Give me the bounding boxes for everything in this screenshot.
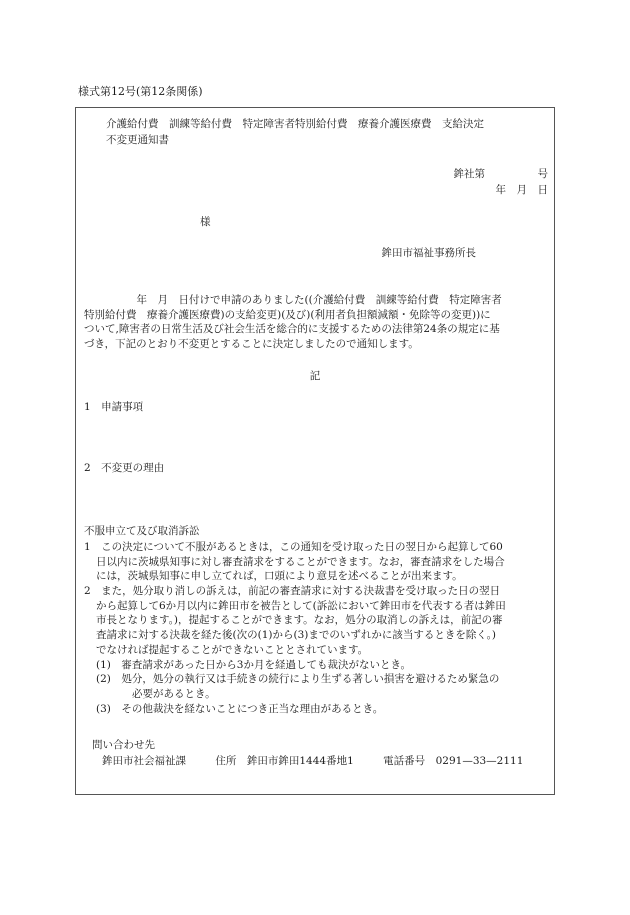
document-number: 鉾社第 号	[453, 168, 548, 180]
body-line: 年 月 日付けで申請のありました((介護給付費 訓練等給付費 特定障害者	[84, 294, 502, 306]
appeal-title: 不服申立て及び取消訴訟	[84, 525, 200, 537]
section-application-items: 1 申請事項	[84, 401, 144, 413]
recipient-suffix: 様	[200, 216, 211, 228]
contact-title: 問い合わせ先	[92, 739, 155, 751]
form-label: 様式第12号(第12条関係)	[78, 85, 203, 98]
notice-body	[84, 293, 550, 352]
appeal-p1-line: 日以内に茨城県知事に対し審査請求をすることができます。なお，審査請求をした場合	[96, 555, 505, 568]
appeal-p2-line: 2 また，処分取り消しの訴えは，前記の審査請求に対する決裁書を受け取った日の翌日	[84, 585, 501, 598]
appeal-p2-line: でなければ提起することができないこととされています。	[96, 643, 369, 656]
appeal-item: (1) 審査請求があった日から3か月を経過しても裁決がないとき。	[96, 658, 412, 671]
appeal-item: 必要があるとき。	[132, 687, 216, 700]
body-line: づき，下記のとおり不変更とすることに決定しましたので通知します。	[84, 338, 419, 351]
document-title-line2: 不変更通知書	[106, 134, 169, 146]
body-line: 特別給付費 療養介護医療費)の支給変更)(及び)(利用者負担額減額・免除等の変更))に	[84, 308, 491, 321]
appeal-p1-line: には，茨城県知事に申し立てれば，口頭により意見を述べることが出来ます。	[96, 570, 463, 583]
contact-department: 鉾田市社会福祉課	[102, 755, 186, 767]
section-reason: 2 不変更の理由	[84, 462, 165, 474]
body-line: ついて,障害者の日常生活及び社会生活を総合的に支援するための法律第24条の規定に基	[84, 323, 500, 336]
notice-frame	[75, 107, 555, 795]
issuer-name: 鉾田市福祉事務所長	[381, 247, 476, 259]
appeal-p2-line: 市長となります。)，提起することができます。なお，処分の取消しの訴えは，前記の審	[96, 614, 503, 627]
document-title-line1: 介護給付費 訓練等給付費 特定障害者特別給付費 療養介護医療費 支給決定	[106, 118, 484, 130]
appeal-p2-line: から起算して6か月以内に鉾田市を被告として(訴訟において鉾田市を代表する者は鉾田	[96, 599, 506, 612]
appeal-item: (3) その他裁決を経ないことにつき正当な理由があるとき。	[96, 702, 384, 715]
contact-phone: 電話番号 0291—33—2111	[383, 755, 524, 767]
appeal-p1-line: 1 この決定について不服があるときは，この通知を受け取った日の翌日から起算して60	[84, 541, 503, 553]
appeal-text	[84, 540, 550, 716]
ki-heading: 記	[309, 370, 321, 382]
issue-date: 年 月 日	[495, 184, 548, 196]
contact-address: 住所 鉾田市鉾田1444番地1	[215, 755, 354, 767]
appeal-item: (2) 処分，処分の執行又は手続きの続行により生ずる著しい損害を避けるため緊急の	[96, 673, 500, 686]
appeal-p2-line: 査請求に対する決裁を経た後(次の(1)から(3)までのいずれかに該当するときを除く。)	[96, 629, 496, 642]
contact-line	[102, 754, 549, 769]
